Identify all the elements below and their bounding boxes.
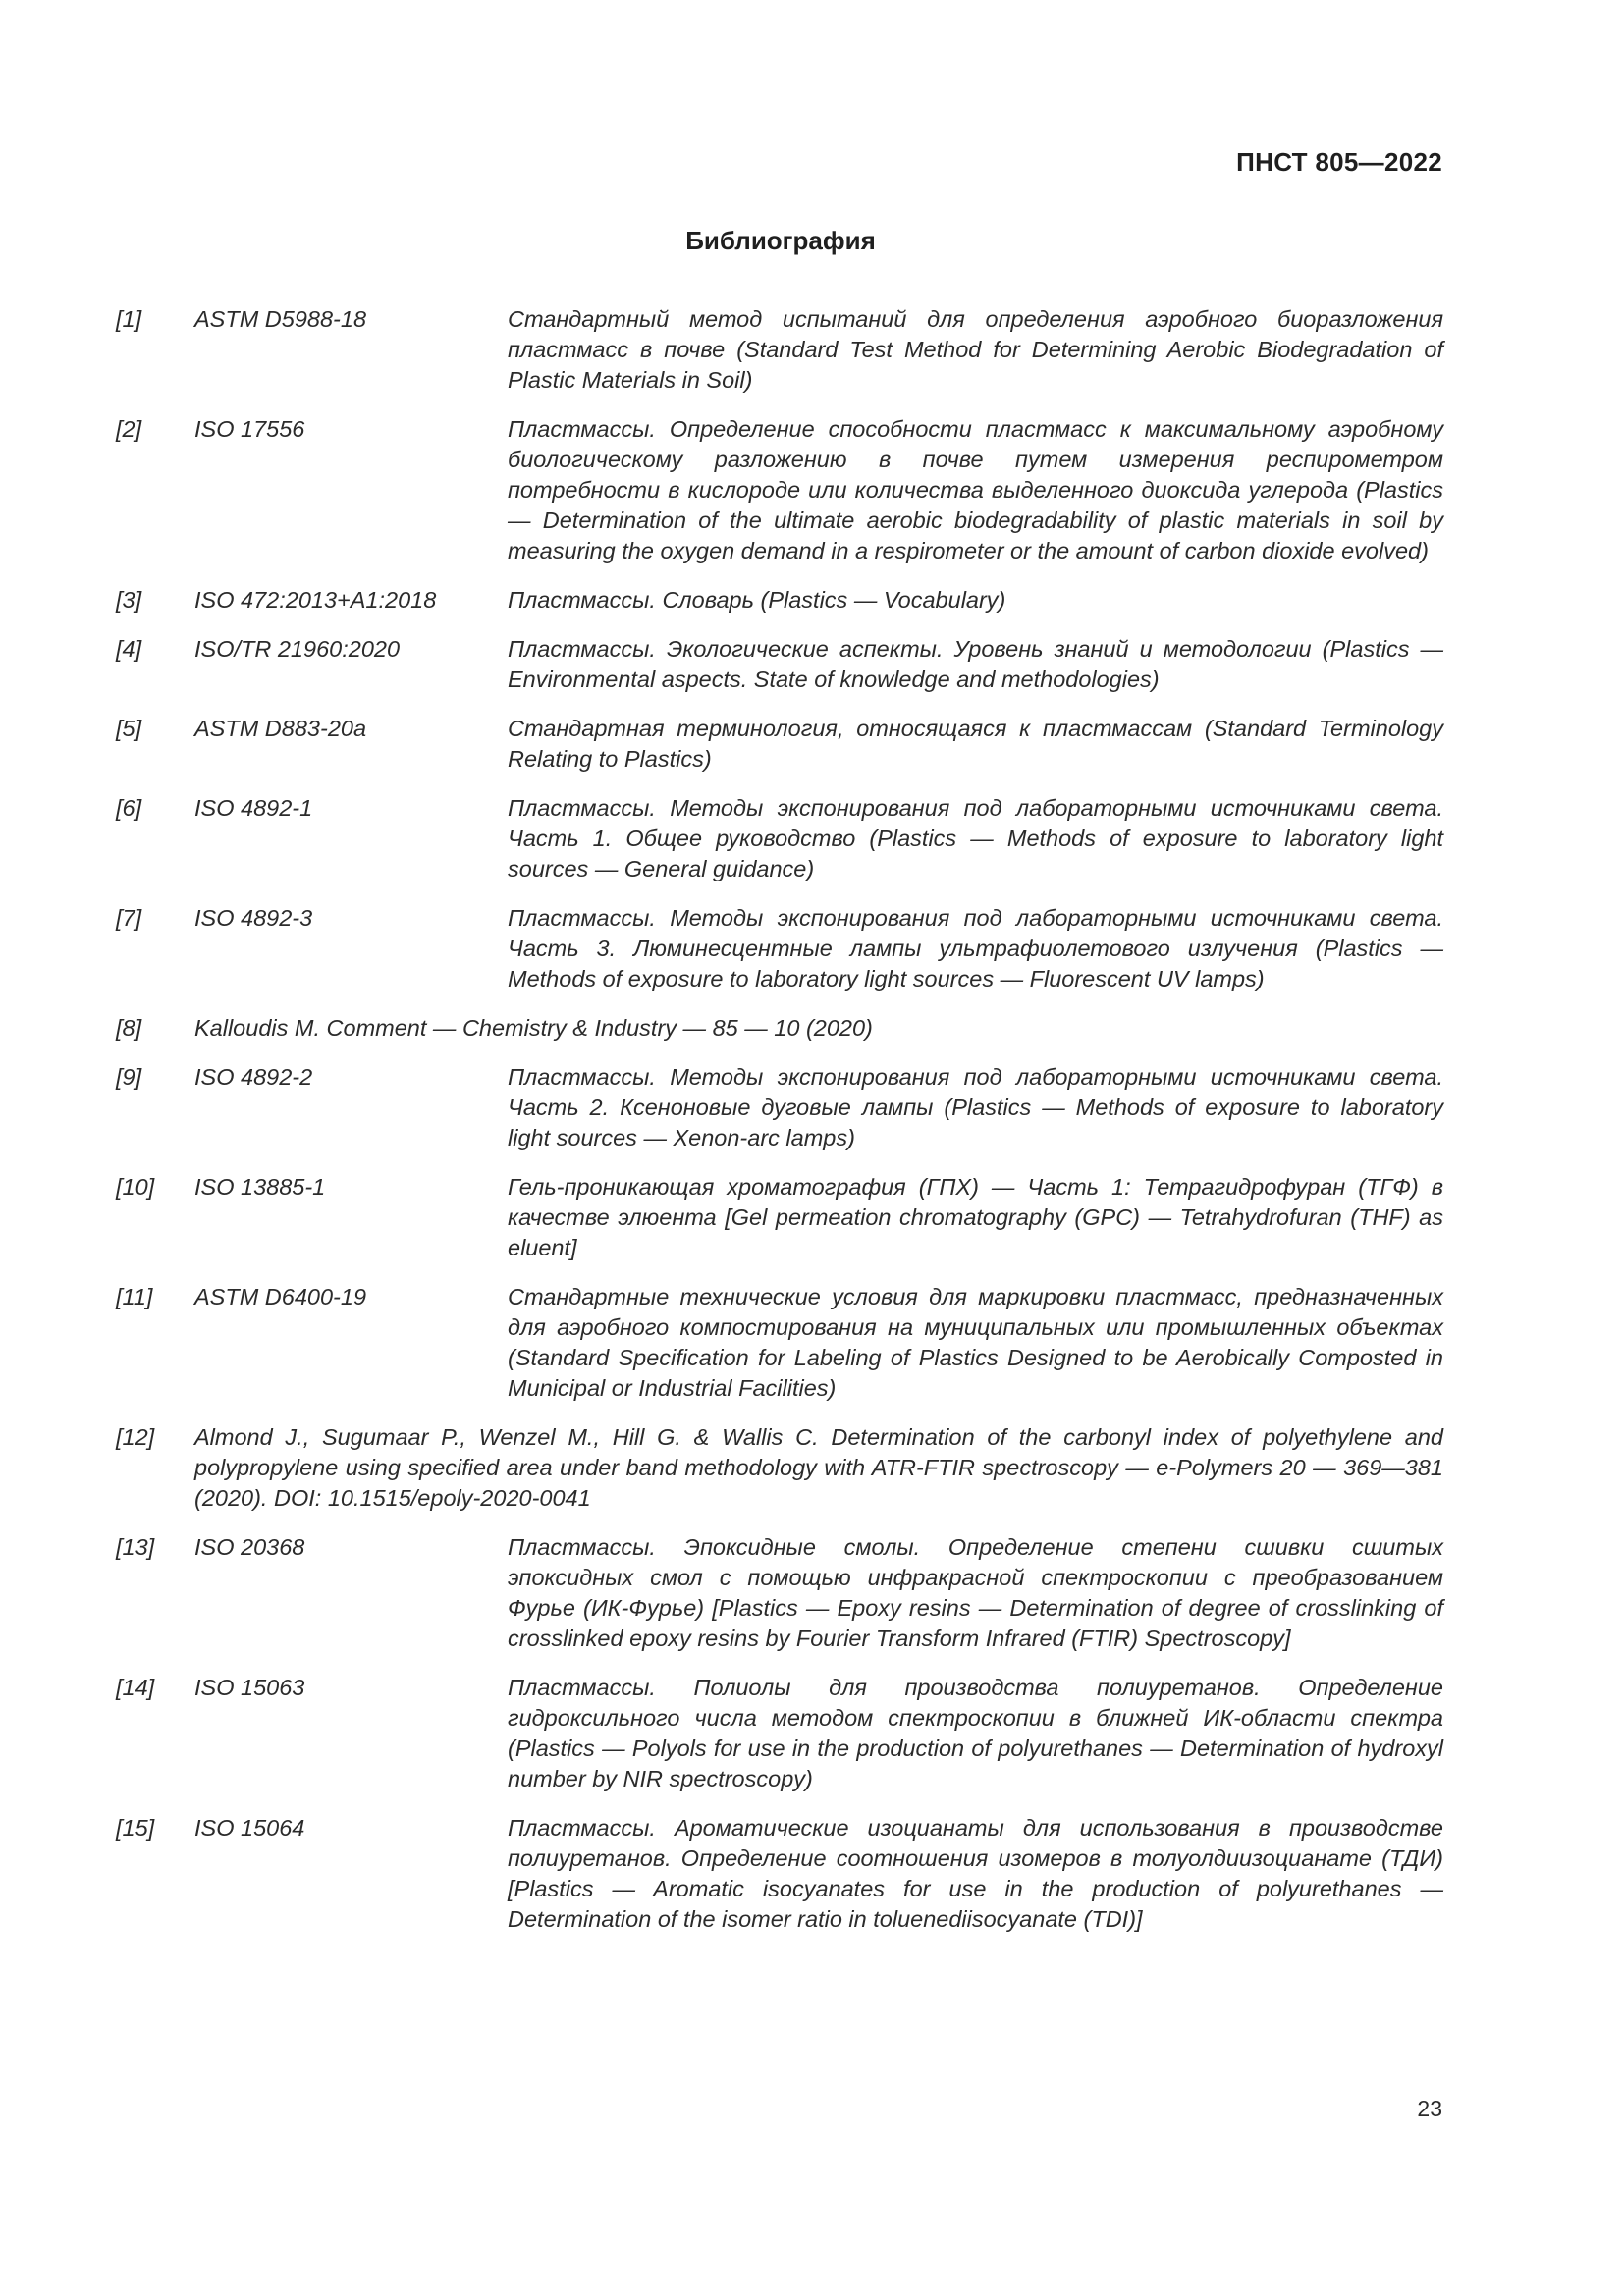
page-title: Библиография — [685, 226, 876, 255]
document-code: ПНСТ 805—2022 — [1236, 147, 1442, 177]
reference-code: ASTM D883-20a — [194, 716, 367, 741]
reference-item-12 — [116, 1422, 1443, 1514]
reference-number: [11] — [116, 1284, 153, 1309]
reference-code: ISO 4892-2 — [194, 1064, 313, 1090]
page-number: 23 — [1417, 2096, 1442, 2121]
reference-title: Пластмассы. Методы экспонирования под лабораторными источниками света. Часть 3. Люминесцентные лампы ультрафиолетового излучения (Plastics — Methods of exposure to laboratory light sources — Fluorescent UV lamps) — [508, 905, 1443, 991]
reference-code: ISO 472:2013+A1:2018 — [194, 587, 437, 613]
reference-number: [15] — [116, 1815, 155, 1841]
reference-code: ISO 13885-1 — [194, 1174, 326, 1200]
reference-title: Пластмассы. Эпоксидные смолы. Определение степени сшивки сшитых эпоксидных смол с помощью инфракрасной спектроскопии с преобразованием Фурье (ИК-Фурье) [Plastics — Epoxy resins — Determination of degree of crosslinking of crosslinked epoxy resins by Fourier Transform Infrared (FTIR) Spectroscopy] — [508, 1534, 1443, 1651]
reference-number: [2] — [116, 416, 142, 442]
reference-code: ISO/TR 21960:2020 — [194, 636, 401, 662]
reference-code: ISO 4892-3 — [194, 905, 313, 931]
reference-citation: Kalloudis M. Comment — Chemistry & Industry — 85 — 10 (2020) — [194, 1015, 873, 1041]
reference-item-2 — [116, 414, 1443, 566]
reference-item-6 — [116, 793, 1443, 884]
reference-number: [14] — [116, 1675, 155, 1700]
reference-code: ASTM D5988-18 — [194, 306, 367, 332]
reference-item-14 — [116, 1673, 1443, 1794]
reference-title: Пластмассы. Экологические аспекты. Уровень знаний и методологии (Plastics — Environmental aspects. State of knowledge and methodologies) — [508, 636, 1443, 692]
reference-title: Пластмассы. Методы экспонирования под лабораторными источниками света. Часть 2. Ксеноновые дуговые лампы (Plastics — Methods of exposure to laboratory light sources — Xenon-arc lamps) — [508, 1064, 1443, 1150]
reference-number: [9] — [116, 1064, 142, 1090]
reference-number: [6] — [116, 795, 142, 821]
reference-code: ISO 17556 — [194, 416, 305, 442]
reference-code: ISO 20368 — [194, 1534, 305, 1560]
reference-item-8 — [116, 1013, 1443, 1043]
reference-number: [13] — [116, 1534, 155, 1560]
reference-item-3 — [116, 585, 1443, 615]
reference-citation: Almond J., Sugumaar P., Wenzel M., Hill G. & Wallis C. Determination of the carbonyl index of polyethylene and polypropylene using specified area under band methodology with ATR-FTIR spectroscopy — e-Polymers 20 — 369—381 (2020). DOI: 10.1515/epoly-2020-0041 — [194, 1424, 1443, 1511]
reference-number: [8] — [116, 1015, 142, 1041]
reference-title: Пластмассы. Методы экспонирования под лабораторными источниками света. Часть 1. Общее руководство (Plastics — Methods of exposure to laboratory light sources — General guidance) — [508, 795, 1443, 881]
reference-title: Стандартная терминология, относящаяся к пластмассам (Standard Terminology Relating to Plastics) — [508, 716, 1443, 772]
reference-number: [3] — [116, 587, 142, 613]
reference-number: [12] — [116, 1424, 155, 1450]
reference-number: [7] — [116, 905, 142, 931]
reference-item-15 — [116, 1813, 1443, 1935]
reference-code: ASTM D6400-19 — [194, 1284, 367, 1309]
reference-code: ISO 4892-1 — [194, 795, 313, 821]
reference-title: Пластмассы. Полиолы для производства полиуретанов. Определение гидроксильного числа методом спектроскопии в ближней ИК-области спектра (Plastics — Polyols for use in the production of polyurethanes — Determination of hydroxyl number by NIR spectroscopy) — [508, 1675, 1443, 1791]
reference-code: ISO 15063 — [194, 1675, 305, 1700]
reference-title: Стандартный метод испытаний для определения аэробного биоразложения пластмасс в почве (Standard Test Method for Determining Aerobic Biodegradation of Plastic Materials in Soil) — [508, 306, 1443, 393]
reference-title: Пластмассы. Определение способности пластмасс к максимальному аэробному биологическому разложению в почве путем измерения респирометром потребности в кислороде или количества выделенного диоксида углерода (Plastics — Determination of the ultimate aerobic biodegradability of plastic materials in soil by measuring the oxygen demand in a respirometer or the amount of carbon dioxide evolved) — [508, 416, 1443, 563]
reference-title: Гель-проникающая хроматография (ГПХ) — Часть 1: Тетрагидрофуран (ТГФ) в качестве элюента [Gel permeation chromatography (GPC) — Tetrahydrofuran (THF) as eluent] — [508, 1174, 1443, 1260]
reference-number: [5] — [116, 716, 142, 741]
reference-title: Пластмассы. Ароматические изоцианаты для использования в производстве полиуретанов. Определение соотношения изомеров в толуолдиизоцианате (ТДИ) [Plastics — Aromatic isocyanates for use in the production of polyurethanes — Determination of the isomer ratio in toluenediisocyanate (TDI)] — [508, 1815, 1443, 1932]
reference-item-13 — [116, 1532, 1443, 1654]
reference-code: ISO 15064 — [194, 1815, 305, 1841]
reference-item-10 — [116, 1172, 1443, 1263]
reference-item-4 — [116, 634, 1443, 695]
reference-item-7 — [116, 903, 1443, 994]
reference-number: [10] — [116, 1174, 155, 1200]
bibliography-list — [116, 304, 1443, 1953]
reference-item-9 — [116, 1062, 1443, 1153]
reference-number: [4] — [116, 636, 142, 662]
reference-title: Стандартные технические условия для маркировки пластмасс, предназначенных для аэробного компостирования на муниципальных или промышленных объектах (Standard Specification for Labeling of Plastics Designed to be Aerobically Composted in Municipal or Industrial Facilities) — [508, 1284, 1443, 1401]
reference-number: [1] — [116, 306, 142, 332]
reference-item-11 — [116, 1282, 1443, 1404]
reference-item-1 — [116, 304, 1443, 396]
reference-item-5 — [116, 714, 1443, 774]
reference-title: Пластмассы. Словарь (Plastics — Vocabulary) — [508, 587, 1006, 613]
